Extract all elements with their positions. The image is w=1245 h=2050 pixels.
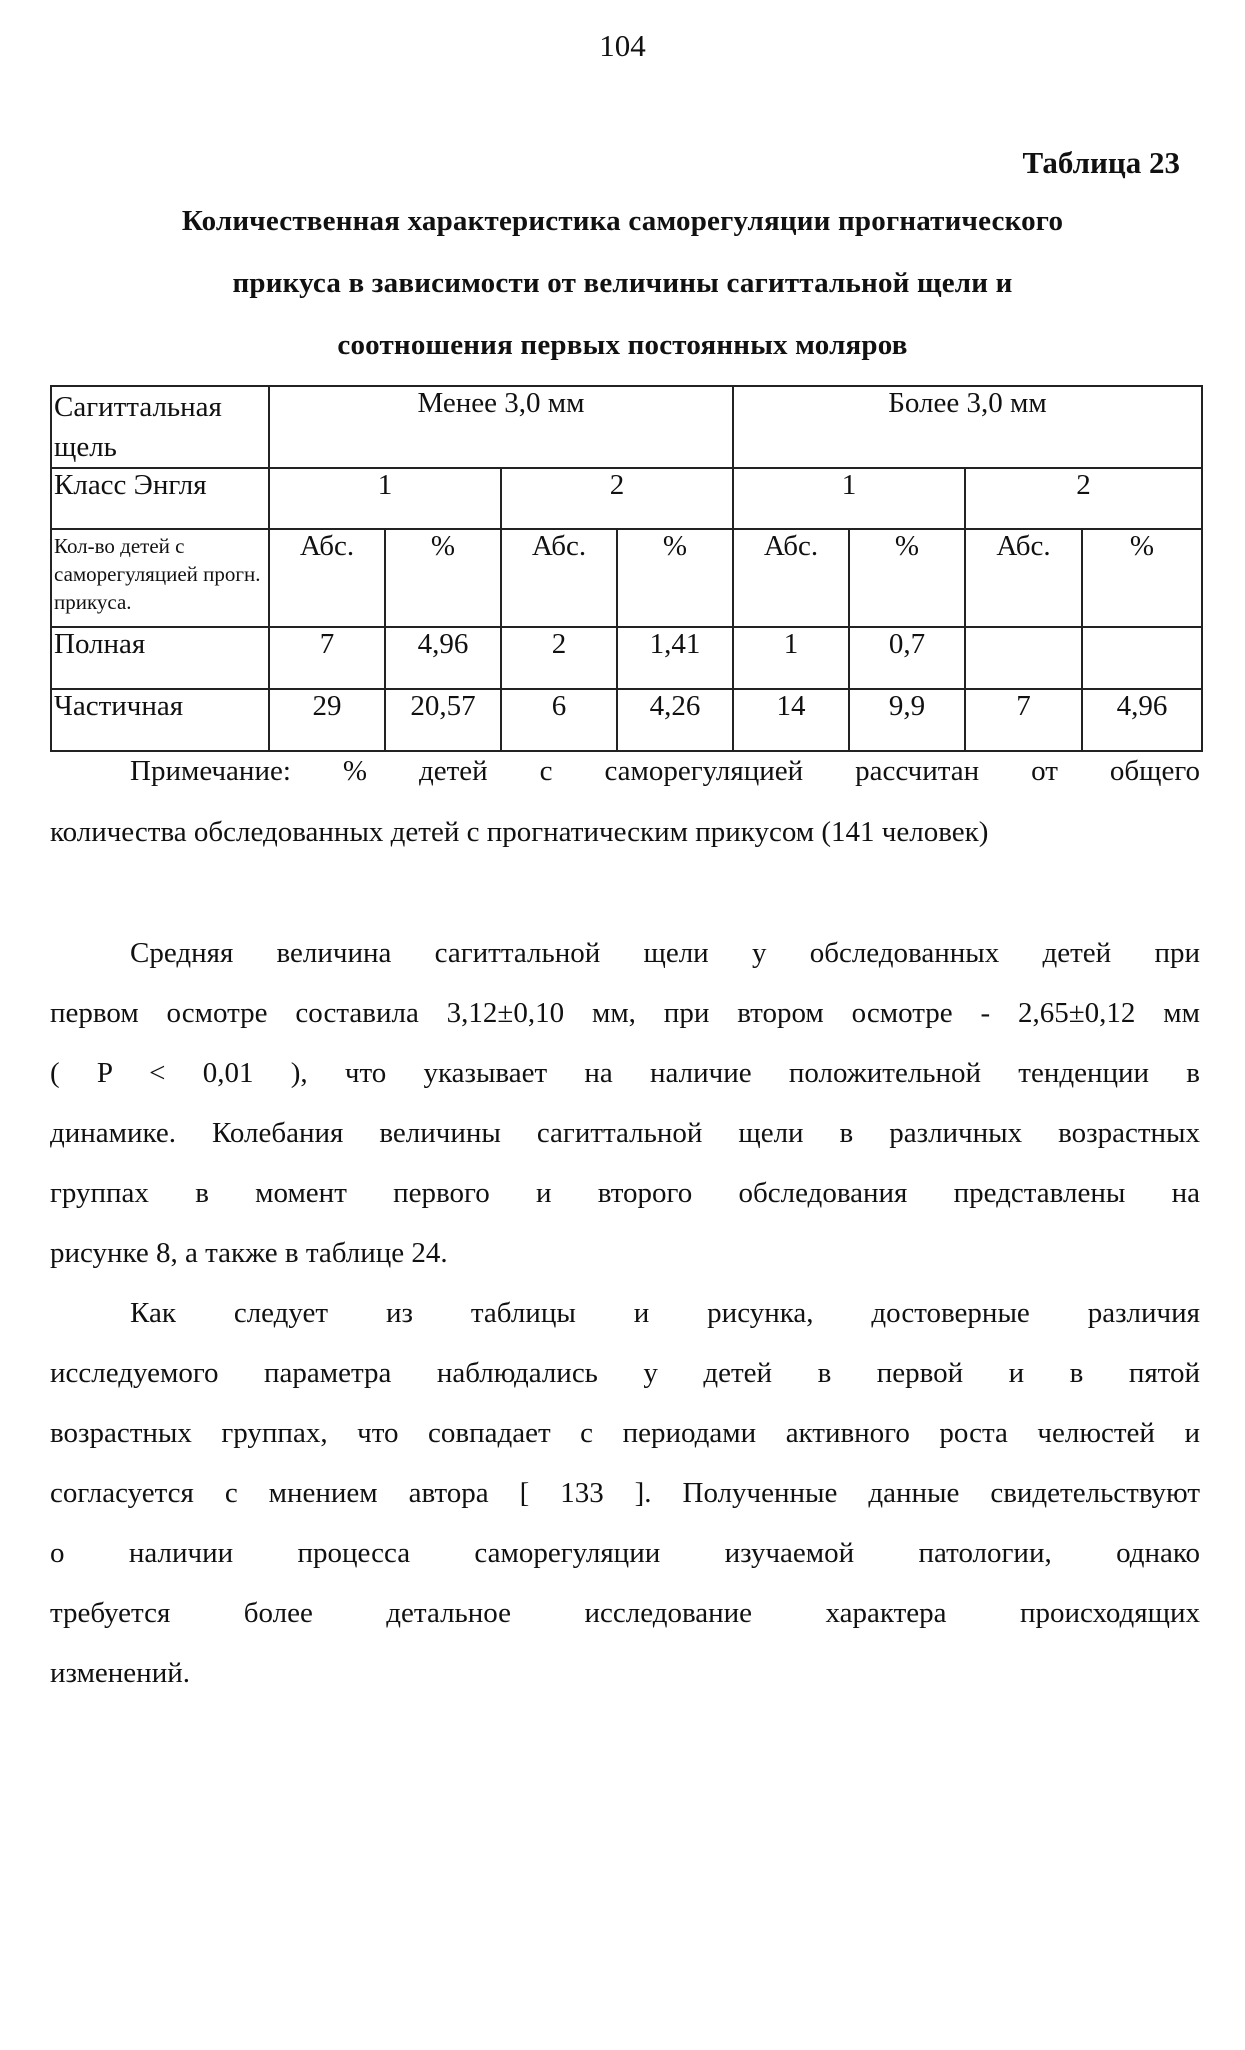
subheader-cell: Абс. [501, 529, 617, 627]
paragraph-line: Средняя величина сагиттальной щели у обследованных детей при [130, 937, 1200, 969]
table-header-row [51, 386, 1202, 468]
table-cell [1082, 627, 1202, 689]
row-label: Полная [51, 627, 269, 689]
table-label: Таблица 23 [1022, 145, 1180, 180]
table-cell: 20,57 [385, 689, 501, 751]
table-cell: 1,41 [617, 627, 733, 689]
table-title-line: соотношения первых постоянных моляров [337, 329, 908, 361]
subheader-row [51, 529, 1202, 627]
table-cell: 4,96 [385, 627, 501, 689]
paragraph-line: согласуется с мнением автора [ 133 ]. Полученные данные свидетельствуют [50, 1477, 1200, 1509]
paragraph-line: исследуемого параметра наблюдались у детей в первой и в пятой [50, 1357, 1200, 1389]
table-cell: 14 [733, 689, 849, 751]
table-cell: 1 [733, 627, 849, 689]
table-cell: 29 [269, 689, 385, 751]
class-cell: 2 [965, 468, 1202, 529]
row-label: Частичная [51, 689, 269, 751]
table-cell [965, 627, 1082, 689]
table-cell: 6 [501, 689, 617, 751]
table-note: количества обследованных детей с прогнатическим прикусом (141 человек) [50, 816, 989, 848]
subheader-cell: Абс. [965, 529, 1082, 627]
angle-class-row [51, 468, 1202, 529]
table-cell: 9,9 [849, 689, 965, 751]
class-cell: 1 [733, 468, 965, 529]
group-more-header: Более 3,0 мм [733, 386, 1202, 468]
paragraph-line: первом осмотре составила 3,12±0,10 мм, при втором осмотре - 2,65±0,12 мм [50, 997, 1200, 1029]
table-row [51, 689, 1202, 751]
table-cell: 7 [269, 627, 385, 689]
paragraph-line: требуется более детальное исследование характера происходящих [50, 1597, 1200, 1629]
paragraph-line: о наличии процесса саморегуляции изучаемой патологии, однако [50, 1537, 1200, 1569]
paragraph-line: Как следует из таблицы и рисунка, достоверные различия [130, 1297, 1200, 1329]
table-cell: 7 [965, 689, 1082, 751]
table-title-line: Количественная характеристика саморегуляции прогнатического [181, 205, 1064, 237]
paragraph-line: рисунке 8, а также в таблице 24. [50, 1237, 448, 1269]
group-less-header: Менее 3,0 мм [269, 386, 733, 468]
angle-class-label: Класс Энгля [51, 468, 269, 529]
subheader-cell: % [385, 529, 501, 627]
table-cell: 4,26 [617, 689, 733, 751]
page-number: 104 [599, 28, 646, 63]
data-table [50, 385, 1203, 752]
paragraph-line: возрастных группах, что совпадает с периодами активного роста челюстей и [50, 1417, 1200, 1449]
count-label: Кол-во детей с саморегуляцией прогн. прикуса. [51, 529, 269, 627]
table-cell: 2 [501, 627, 617, 689]
class-cell: 1 [269, 468, 501, 529]
paragraph-line: изменений. [50, 1657, 190, 1689]
subheader-cell: % [617, 529, 733, 627]
subheader-cell: Абс. [733, 529, 849, 627]
paragraph-line: ( P < 0,01 ), что указывает на наличие положительной тенденции в [50, 1057, 1200, 1089]
subheader-cell: % [1082, 529, 1202, 627]
paragraph-line: группах в момент первого и второго обследования представлены на [50, 1177, 1200, 1209]
table-note: Примечание: % детей с саморегуляцией рассчитан от общего [130, 755, 1200, 787]
subheader-cell: % [849, 529, 965, 627]
class-cell: 2 [501, 468, 733, 529]
table-cell: 4,96 [1082, 689, 1202, 751]
sagittal-gap-header: Сагиттальная щель [51, 386, 269, 468]
subheader-cell: Абс. [269, 529, 385, 627]
paragraph-line: динамике. Колебания величины сагиттальной щели в различных возрастных [50, 1117, 1200, 1149]
table-cell: 0,7 [849, 627, 965, 689]
table-row [51, 627, 1202, 689]
table-title-line: прикуса в зависимости от величины сагиттальной щели и [232, 267, 1013, 299]
